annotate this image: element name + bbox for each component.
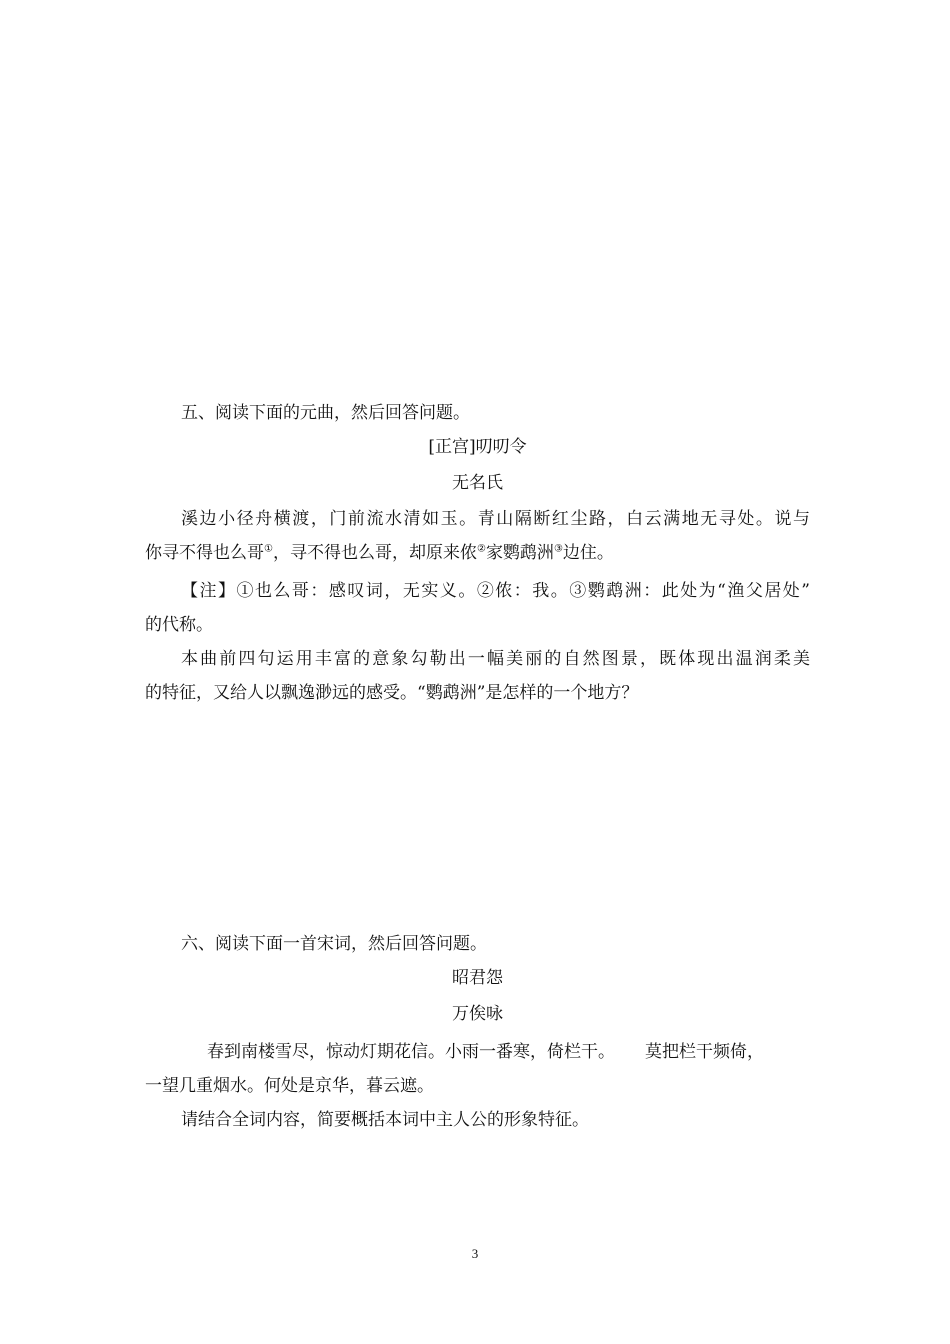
section-five-note-line-2: 的代称。 <box>145 615 213 635</box>
poem-text: 春到南楼雪尽，惊动灯期花信。小雨一番寒，倚栏干。 <box>207 1042 615 1062</box>
section-five-note-line-1: 【注】①也么哥：感叹词，无实义。②侬：我。③鹦鹉洲：此处为“渔父居处” <box>181 581 810 601</box>
footnote-mark-2: ② <box>476 543 486 555</box>
section-six-author: 万俟咏 <box>452 1004 503 1024</box>
section-six-poem-line-2: 一望几重烟水。何处是京华，暮云遮。 <box>145 1076 434 1096</box>
section-five-question-line-2: 的特征，又给人以飘逸渺远的感受。“鹦鹉洲”是怎样的一个地方？ <box>145 683 639 703</box>
poem-text: 边住。 <box>562 543 614 563</box>
section-six-poem-line-1 <box>145 1035 810 1069</box>
poem-text: 莫把栏干频倚， <box>645 1042 764 1062</box>
poem-text: 你寻不得也么哥 <box>145 543 264 563</box>
section-five-question-line-1: 本曲前四句运用丰富的意象勾勒出一幅美丽的自然图景，既体现出温润柔美 <box>181 649 810 669</box>
footnote-mark-1: ① <box>264 543 273 555</box>
section-six-question: 请结合全词内容，简要概括本词中主人公的形象特征。 <box>181 1110 589 1130</box>
section-five-author: 无名氏 <box>452 473 503 493</box>
section-five-heading: 五、阅读下面的元曲，然后回答问题。 <box>181 403 470 423</box>
section-six-title: 昭君怨 <box>452 968 503 988</box>
section-six-heading: 六、阅读下面一首宋词，然后回答问题。 <box>181 934 487 954</box>
section-six <box>145 927 810 1137</box>
poem-text: 家鹦鹉洲 <box>485 543 554 563</box>
poem-text: ，寻不得也么哥，却原来侬 <box>272 543 477 563</box>
section-five-poem-line-2 <box>145 536 810 570</box>
section-five <box>145 396 810 710</box>
section-five-poem-line-1: 溪边小径舟横渡，门前流水清如玉。青山隔断红尘路，白云满地无寻处。说与 <box>181 509 810 529</box>
page-number: 3 <box>471 1246 479 1261</box>
footnote-mark-3: ③ <box>553 543 563 555</box>
section-five-title: [正宫]叨叨令 <box>428 437 527 457</box>
